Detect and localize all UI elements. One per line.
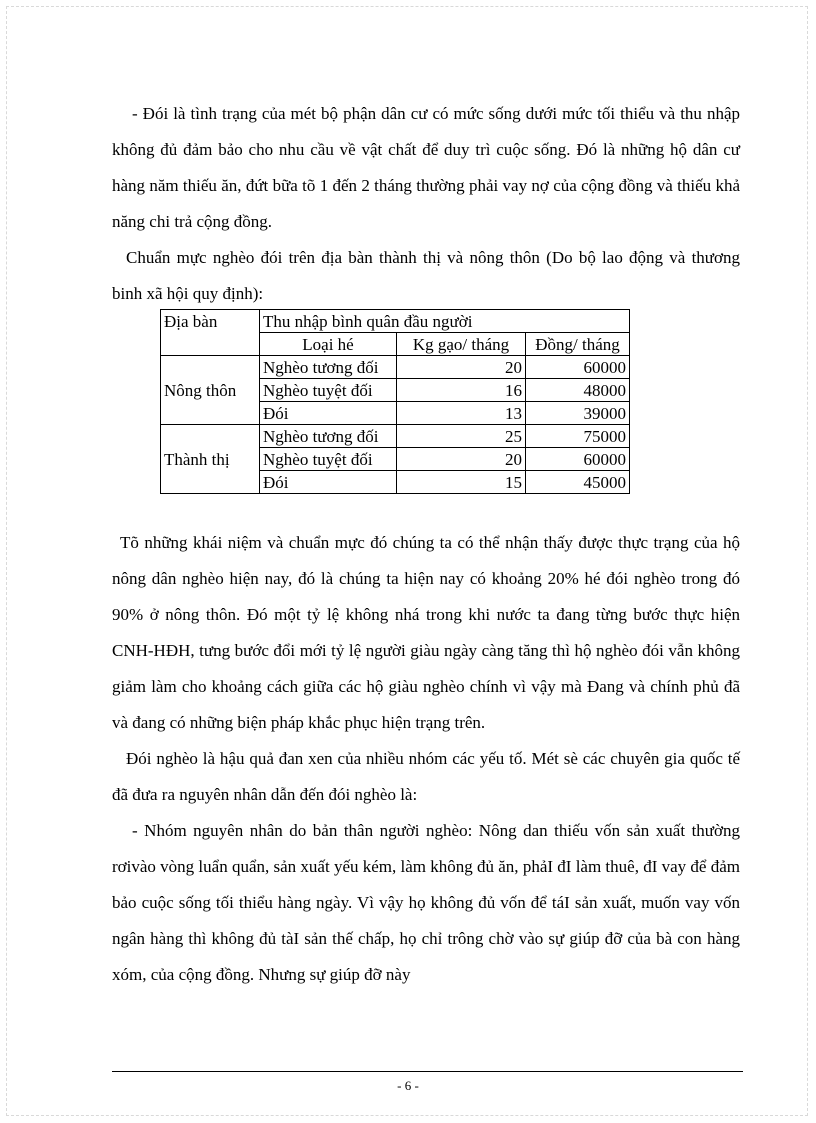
paragraph-cause-self: - Nhóm nguyên nhân do bản thân người nghèo: Nông dan thiếu vốn sản xuất thường rơivào vòng luẩn quẩn, sản xuất yếu kém, làm không đủ ăn, phảI đI làm thuê, đI vay để đảm bảo cuộc sống tối thiểu hàng ngày. Vì vậy họ không đủ vốn để táI sản xuất, muốn vay vốn ngân hàng thì không đủ tàI sản thế chấp, họ chỉ trông chờ vào sự giúp đỡ của bà con hàng xóm, của cộng đồng. Nhưng sự giúp đỡ này (112, 821, 740, 984)
page-number: - 6 - (397, 1078, 419, 1093)
table-row (161, 471, 630, 494)
rice-cell: 20 (397, 448, 526, 471)
header-rice: Kg gạo/ tháng (397, 333, 526, 356)
type-cell: Nghèo tương đối (260, 356, 397, 379)
rice-cell: 16 (397, 379, 526, 402)
type-cell: Nghèo tuyệt đối (260, 379, 397, 402)
type-cell: Nghèo tuyệt đối (260, 448, 397, 471)
rice-cell: 13 (397, 402, 526, 425)
poverty-standard-table (160, 309, 630, 494)
paragraph-current-situation: Tõ những khái niệm và chuẩn mực đó chúng ta có thể nhận thấy được thực trạng của hộ nông dân nghèo hiện nay, đó là chúng ta hiện nay có khoảng 20% hé đói nghèo trong đó 90% ở nông thôn. Đó một tỷ lệ không nhá trong khi nước ta đang từng bước thực hiện CNH-HĐH, tưng bước đổi mới tỷ lệ người giàu ngày càng tăng thì hộ nghèo đói vẫn không giảm làm cho khoảng cách giữa các hộ giàu nghèo chính vì vậy mà Đang và chính phủ đã và đang có những biện pháp khắc phục hiện trạng trên. (112, 533, 740, 732)
table-header-row (161, 310, 630, 333)
header-income: Thu nhập bình quân đầu người (260, 310, 630, 333)
area-cell-blank (161, 402, 260, 425)
money-cell: 45000 (526, 471, 630, 494)
footer-rule (112, 1071, 743, 1072)
paragraph-poverty-standard: Chuẩn mực nghèo đói trên địa bàn thành thị và nông thôn (Do bộ lao động và thương binh xã hội quy định): (112, 248, 740, 303)
rice-cell: 15 (397, 471, 526, 494)
paragraph-causes-intro: Đói nghèo là hậu quả đan xen của nhiều nhóm các yếu tố. Mét sè các chuyên gia quốc tế đã đưa ra nguyên nhân dẫn đến đói nghèo là: (112, 749, 740, 804)
rice-cell: 25 (397, 425, 526, 448)
area-cell-blank (161, 471, 260, 494)
rice-cell: 20 (397, 356, 526, 379)
money-cell: 75000 (526, 425, 630, 448)
table-row (161, 356, 630, 379)
money-cell: 39000 (526, 402, 630, 425)
table-row (161, 448, 630, 471)
area-cell: Nông thôn (161, 379, 260, 402)
area-cell: Thành thị (161, 448, 260, 471)
area-cell-blank (161, 356, 260, 379)
table-subheader-row (161, 333, 630, 356)
header-type: Loại hé (260, 333, 397, 356)
document-body (112, 96, 740, 993)
header-area: Địa bàn (161, 310, 260, 333)
table-row (161, 402, 630, 425)
header-area-blank (161, 333, 260, 356)
money-cell: 60000 (526, 448, 630, 471)
type-cell: Đói (260, 471, 397, 494)
type-cell: Đói (260, 402, 397, 425)
header-money: Đồng/ tháng (526, 333, 630, 356)
area-cell-blank (161, 425, 260, 448)
type-cell: Nghèo tương đối (260, 425, 397, 448)
table-row (161, 425, 630, 448)
money-cell: 48000 (526, 379, 630, 402)
paragraph-hunger-definition: - Đói là tình trạng của mét bộ phận dân cư có mức sống dưới mức tối thiểu và thu nhập không đủ đảm bảo cho nhu cầu về vật chất để duy trì cuộc sống. Đó là những hộ dân cư hàng năm thiếu ăn, đứt bữa tõ 1 đến 2 tháng thường phải vay nợ của cộng đồng và thiếu khả năng chi trả cộng đồng. (112, 104, 740, 231)
money-cell: 60000 (526, 356, 630, 379)
table-row (161, 379, 630, 402)
